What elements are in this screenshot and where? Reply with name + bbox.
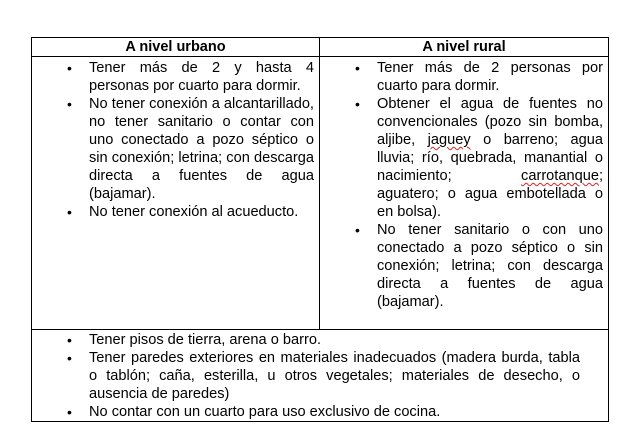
urban-header: A nivel urbano [32,38,320,57]
common-item: • No contar con un cuarto para uso exclusivo de cocina. [89,403,580,421]
rural-item-text: ; aguatero; o agua embotellada o en bolsa). [377,168,603,220]
urban-list [32,57,319,221]
urban-item: • Tener más de 2 y hasta 4 personas por cuarto para dormir. [89,59,314,95]
criteria-row [32,57,609,330]
rural-header: A nivel rural [320,38,609,57]
rural-item: • No tener sanitario o con uno conectado a pozo séptico o sin conexión; letrina; con descarga directa a fuentes de agua (bajamar). [377,221,603,311]
urban-item: • No tener conexión al acueducto. [89,203,314,221]
common-row [32,330,609,422]
urban-item: • No tener conexión a alcantarillado, no tener sanitario o contar con uno conectado a pozo séptico o sin conexión; letrina; con descarga directa a fuentes de agua (bajamar). [89,95,314,203]
common-item: • Tener paredes exteriores en materiales inadecuados (madera burda, tabla o tablón; caña, esterilla, u otros vegetales; materiales de desecho, o ausencia de paredes) [89,349,580,403]
common-cell [32,330,609,422]
spellcheck-word: carrotanque [521,168,599,184]
rural-list [320,57,608,311]
deprivation-criteria-table [31,37,609,422]
spellcheck-word: jaguey [427,132,471,148]
rural-cell [320,57,609,330]
header-row [32,38,609,57]
rural-item: • Tener más de 2 personas por cuarto para dormir. [377,59,603,95]
rural-item-text: o barreno; agua lluvia; río, quebrada, manantial o nacimiento; [377,132,603,184]
rural-item [377,95,603,221]
common-list [32,330,608,421]
rural-item-text: Obtener el agua de fuentes no convencionales (pozo sin bomba, aljibe, [377,96,603,148]
urban-cell [32,57,320,330]
common-item: • Tener pisos de tierra, arena o barro. [89,331,580,349]
